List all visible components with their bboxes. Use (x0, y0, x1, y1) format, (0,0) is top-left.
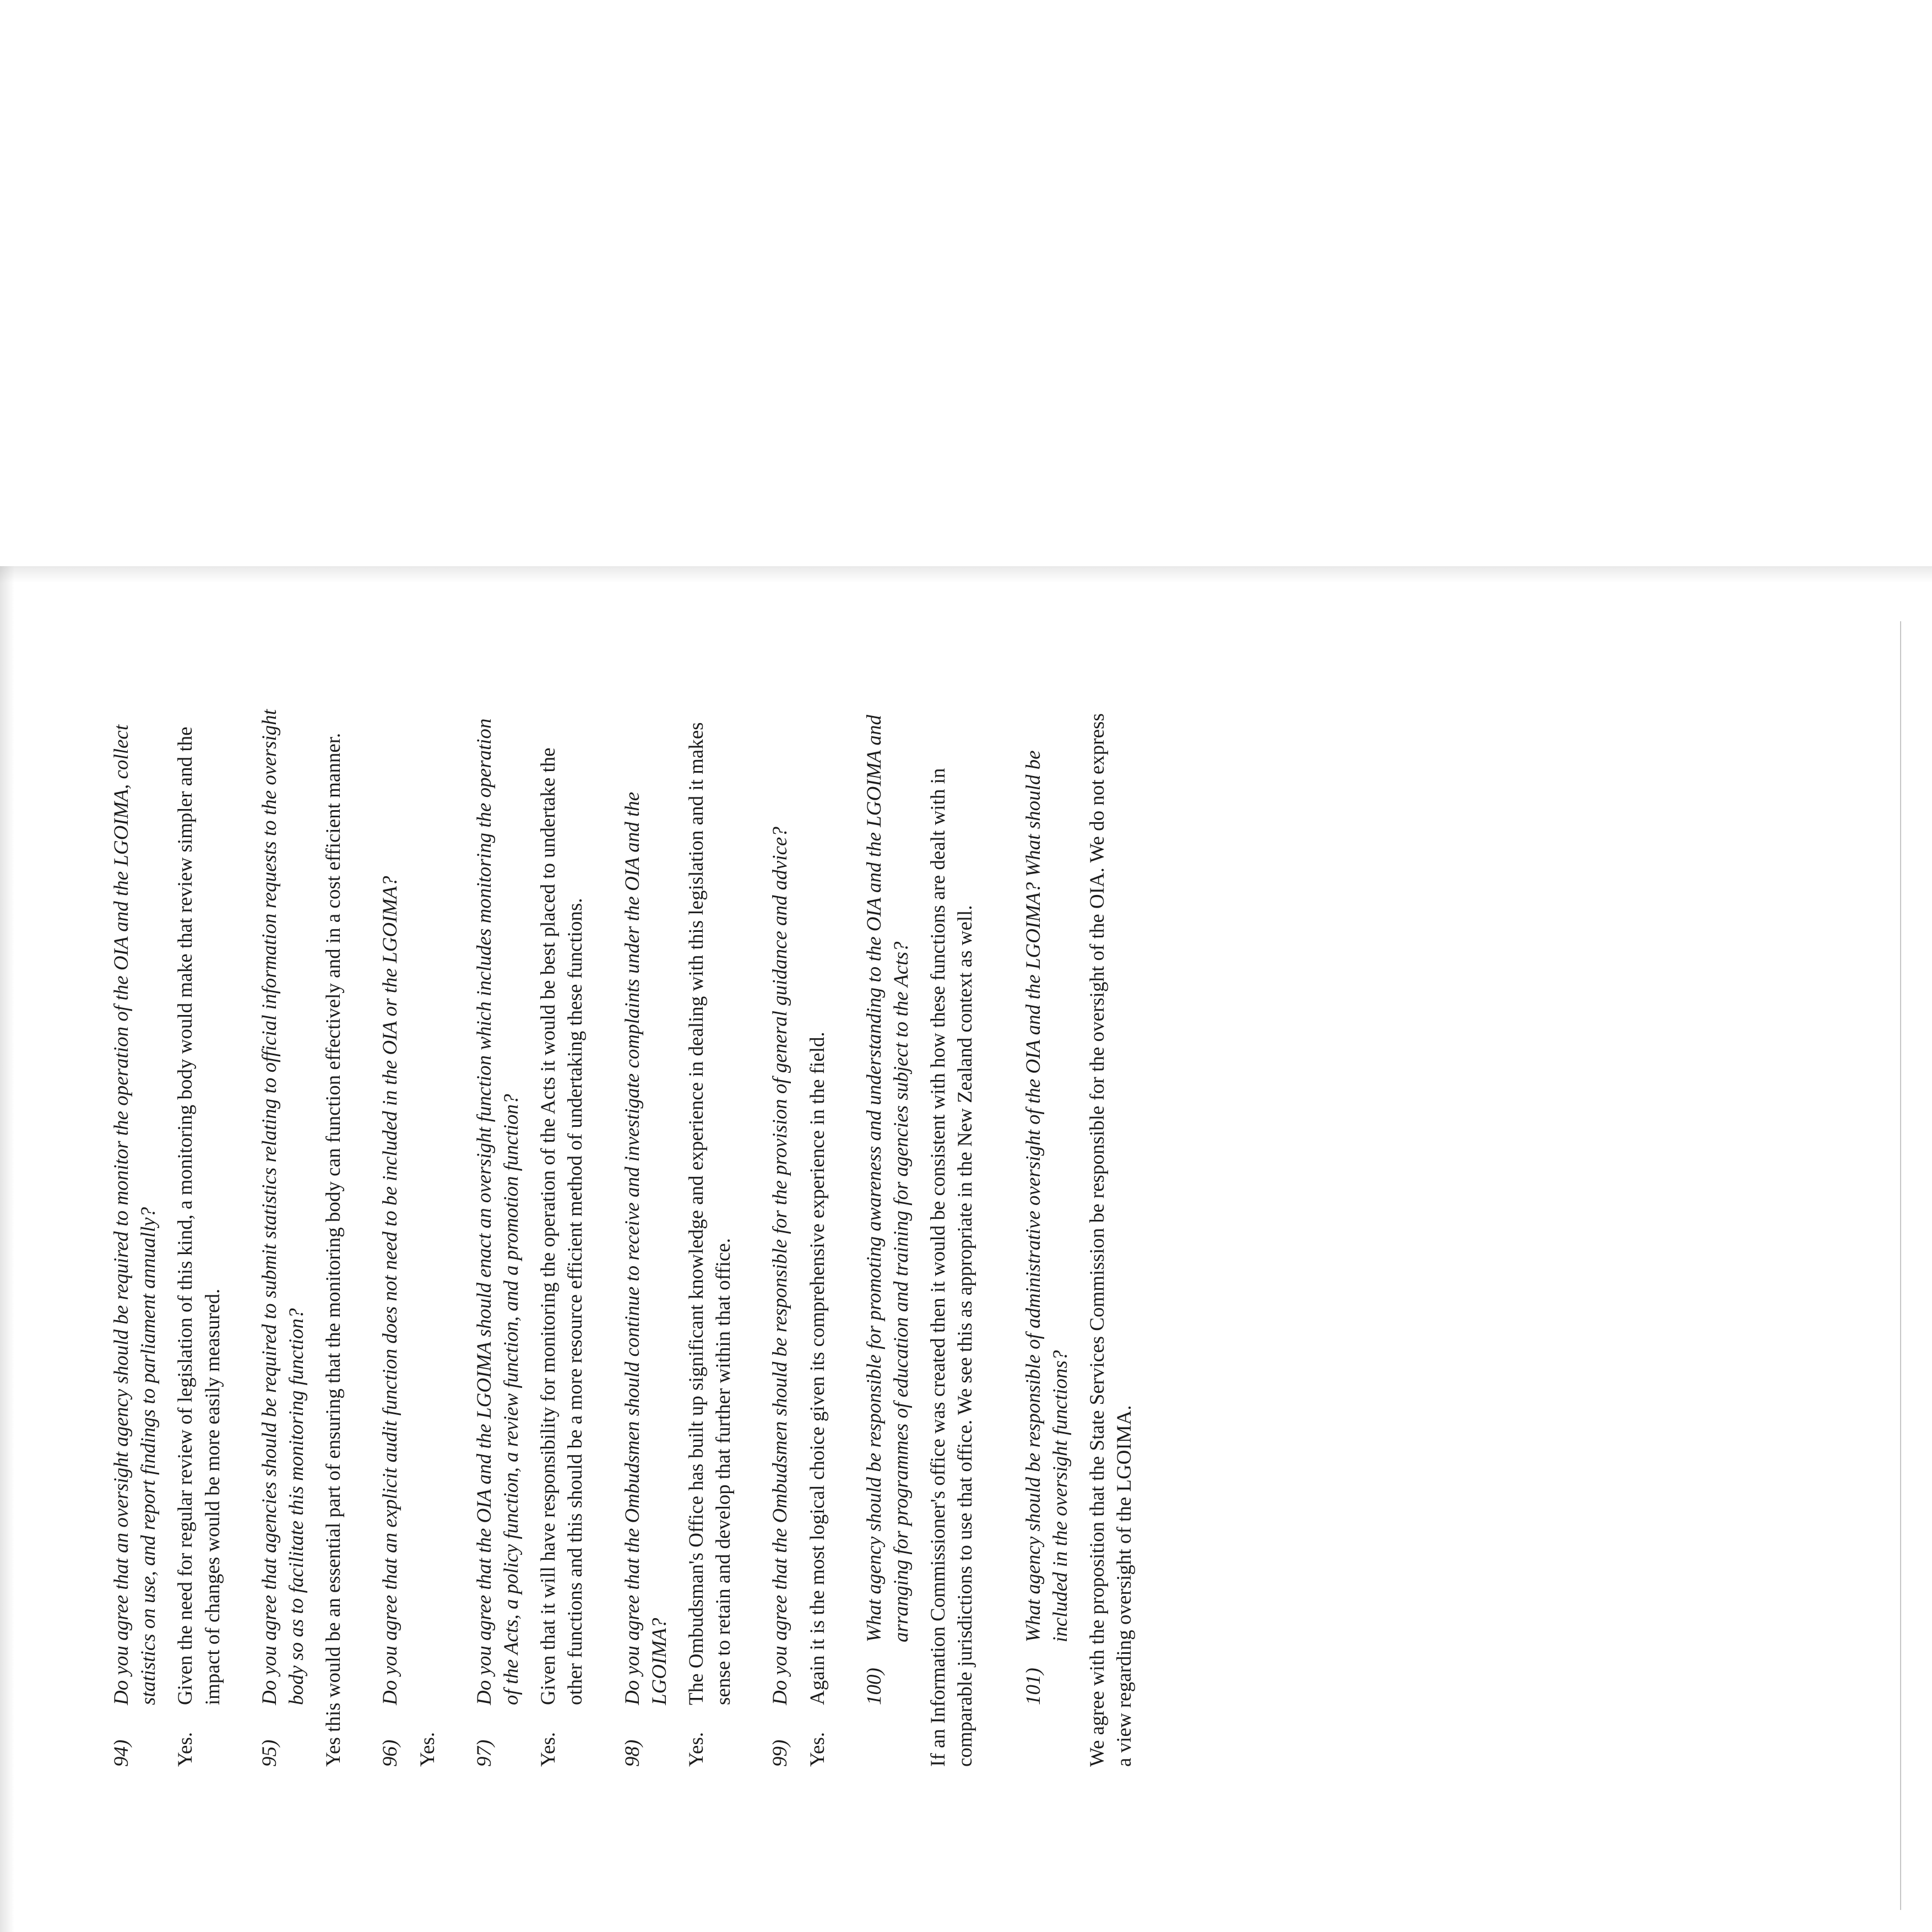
qa-block-97 (471, 704, 589, 1767)
qa-block-100 (861, 704, 979, 1767)
question-95 (256, 704, 310, 1767)
answer-text-94: Given the need for regular review of legislation of this kind, a monitoring body would make that review simpler and the impact of changes would be more easily measured. (174, 726, 224, 1705)
question-text-100: What agency should be responsible for promoting awareness and understanding to the OIA and the LGOIMA and arranging for programmes of education and training for agencies subject to the Acts? (862, 714, 913, 1642)
answer-text-98: The Ombudsman's Office has built up significant knowledge and experience in dealing with this legislation and it makes sense to retain and develop that further within that office. (685, 722, 735, 1705)
answer-label-99: Yes. (806, 1732, 829, 1767)
answer-label-97: Yes. (537, 1732, 560, 1767)
question-number-97: 97) (473, 1739, 496, 1767)
question-text-97: Do you agree that the OIA and the LGOIMA should enact an oversight function which includes monitoring the operation of the Acts, a policy function, a review function, and a promotion function? (473, 718, 523, 1705)
question-number-94: 94) (110, 1739, 133, 1767)
qa-block-101 (1020, 704, 1138, 1767)
document-sheet (0, 566, 1932, 1932)
qa-block-99 (767, 704, 831, 1767)
answer-label-94: Yes. (174, 1732, 197, 1767)
question-97 (471, 704, 525, 1767)
answer-97 (535, 704, 589, 1767)
question-text-96: Do you agree that an explicit audit function does not need to be included in the OIA or the LGOIMA? (379, 876, 402, 1705)
question-text-101: What agency should be responsible of administrative oversight of the OIA and the LGOIMA? What should be included in the oversight functions? (1022, 750, 1072, 1642)
answer-98 (683, 704, 737, 1767)
answer-text-100: If an Information Commissioner's office was created then it would be consistent with how these functions are dealt with in comparable jurisdictions to use that office. We see this as appropriate in the New Zealand context as well. (927, 768, 977, 1767)
question-number-101: 101) (1022, 1668, 1045, 1705)
answer-text-101: We agree with the proposition that the State Services Commission be responsible for the oversight of the OIA. We do not express a view regarding oversight of the LGOIMA. (1086, 713, 1136, 1767)
answer-label-98: Yes. (685, 1732, 708, 1767)
question-number-100: 100) (862, 1668, 886, 1705)
document-text-column (108, 704, 1157, 1767)
question-99 (767, 704, 794, 1767)
question-98 (619, 704, 673, 1767)
answer-96 (414, 704, 441, 1767)
answer-text-95: Yes this would be an essential part of ensuring that the monitoring body can function effectively and in a cost efficient manner. (322, 732, 345, 1767)
question-number-95: 95) (258, 1739, 281, 1767)
answer-94 (172, 704, 226, 1767)
scan-edge-line-bottom (1900, 621, 1901, 1910)
answer-99 (804, 704, 831, 1767)
question-number-99: 99) (769, 1739, 792, 1767)
qa-block-95 (256, 704, 348, 1767)
qa-block-96 (377, 704, 441, 1767)
question-number-96: 96) (379, 1739, 402, 1767)
question-text-95: Do you agree that agencies should be required to submit statistics relating to official information requests to the oversight body so as to facilitate this monitoring function? (258, 709, 308, 1705)
question-text-99: Do you agree that the Ombudsmen should be responsible for the provision of general guidance and advice? (769, 827, 792, 1705)
answer-label-96: Yes. (416, 1732, 439, 1767)
scanned-page-rotor (0, 566, 1932, 1932)
qa-block-98 (619, 704, 737, 1767)
scan-edge-shadow-right (0, 566, 1932, 583)
question-101 (1020, 704, 1074, 1767)
answer-text-99: Again it is the most logical choice given its comprehensive experience in the field. (806, 1032, 829, 1705)
question-text-98: Do you agree that the Ombudsmen should continue to receive and investigate complaints under the OIA and the LGOIMA? (621, 791, 671, 1705)
answer-95 (320, 704, 347, 1767)
answer-100 (925, 704, 979, 1767)
answer-text-97: Given that it will have responsibility for monitoring the operation of the Acts it would be best placed to undertake the other functions and this should be a more resource efficient method of undertaking these functions. (537, 747, 587, 1705)
qa-block-94 (108, 704, 226, 1767)
answer-101 (1084, 704, 1138, 1767)
question-text-94: Do you agree that an oversight agency should be required to monitor the operation of the OIA and the LGOIMA, collect statistics on use, and report findings to parliament annually? (110, 724, 160, 1705)
question-100 (861, 704, 915, 1767)
question-96 (377, 704, 404, 1767)
scan-edge-shadow-top (0, 566, 14, 1932)
question-number-98: 98) (621, 1739, 644, 1767)
question-94 (108, 704, 162, 1767)
